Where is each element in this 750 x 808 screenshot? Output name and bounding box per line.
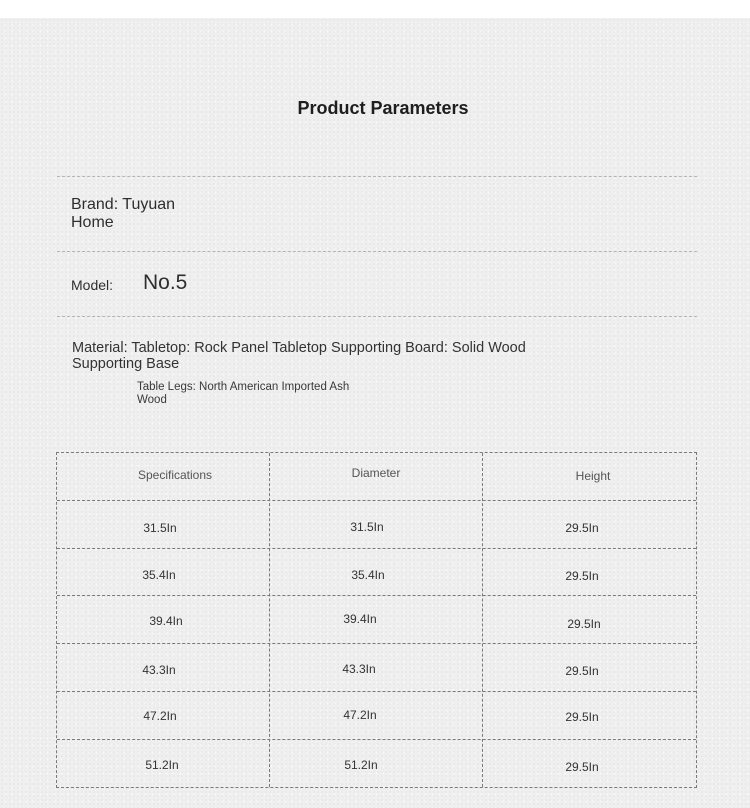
table-cell: 29.5In [565, 521, 599, 535]
row-divider [57, 691, 696, 692]
row-divider [57, 739, 696, 740]
row-divider [57, 548, 696, 549]
table-cell: 43.3In [342, 662, 376, 676]
divider [57, 251, 697, 252]
page-title: Product Parameters [297, 98, 469, 118]
table-cell: 31.5In [143, 521, 177, 535]
table-cell: 47.2In [343, 708, 377, 722]
table-cell: 39.4In [343, 612, 377, 626]
table-cell: 51.2In [145, 758, 179, 772]
row-divider [57, 643, 696, 644]
column-divider [482, 453, 483, 787]
table-cell: 35.4In [142, 568, 176, 582]
model-label: Model: [71, 277, 114, 293]
material-text: Material: Tabletop: Rock Panel Tabletop Supporting Board: Solid Wood Supporting Base [72, 340, 526, 372]
table-cell: 29.5In [565, 760, 599, 774]
header-height: Height [575, 469, 611, 483]
divider [57, 316, 697, 317]
table-cell: 35.4In [351, 568, 385, 582]
table-legs-text: Table Legs: North American Imported Ash Wood [137, 381, 350, 406]
table-cell: 51.2In [344, 758, 378, 772]
table-cell: 47.2In [143, 709, 177, 723]
brand-text: Brand: Tuyuan Home [71, 196, 176, 231]
divider [57, 176, 697, 177]
column-divider [269, 453, 270, 787]
spec-table [56, 452, 697, 788]
table-cell: 31.5In [350, 520, 384, 534]
table-cell: 43.3In [142, 663, 176, 677]
table-cell: 29.5In [565, 710, 599, 724]
row-divider [57, 500, 696, 501]
row-divider [57, 595, 696, 596]
table-cell: 39.4In [149, 614, 183, 628]
table-cell: 29.5In [565, 569, 599, 583]
model-value: No.5 [143, 271, 188, 294]
header-diameter: Diameter [351, 466, 401, 480]
table-cell: 29.5In [567, 617, 601, 631]
header-specifications: Specifications [137, 468, 213, 482]
table-cell: 29.5In [565, 664, 599, 678]
